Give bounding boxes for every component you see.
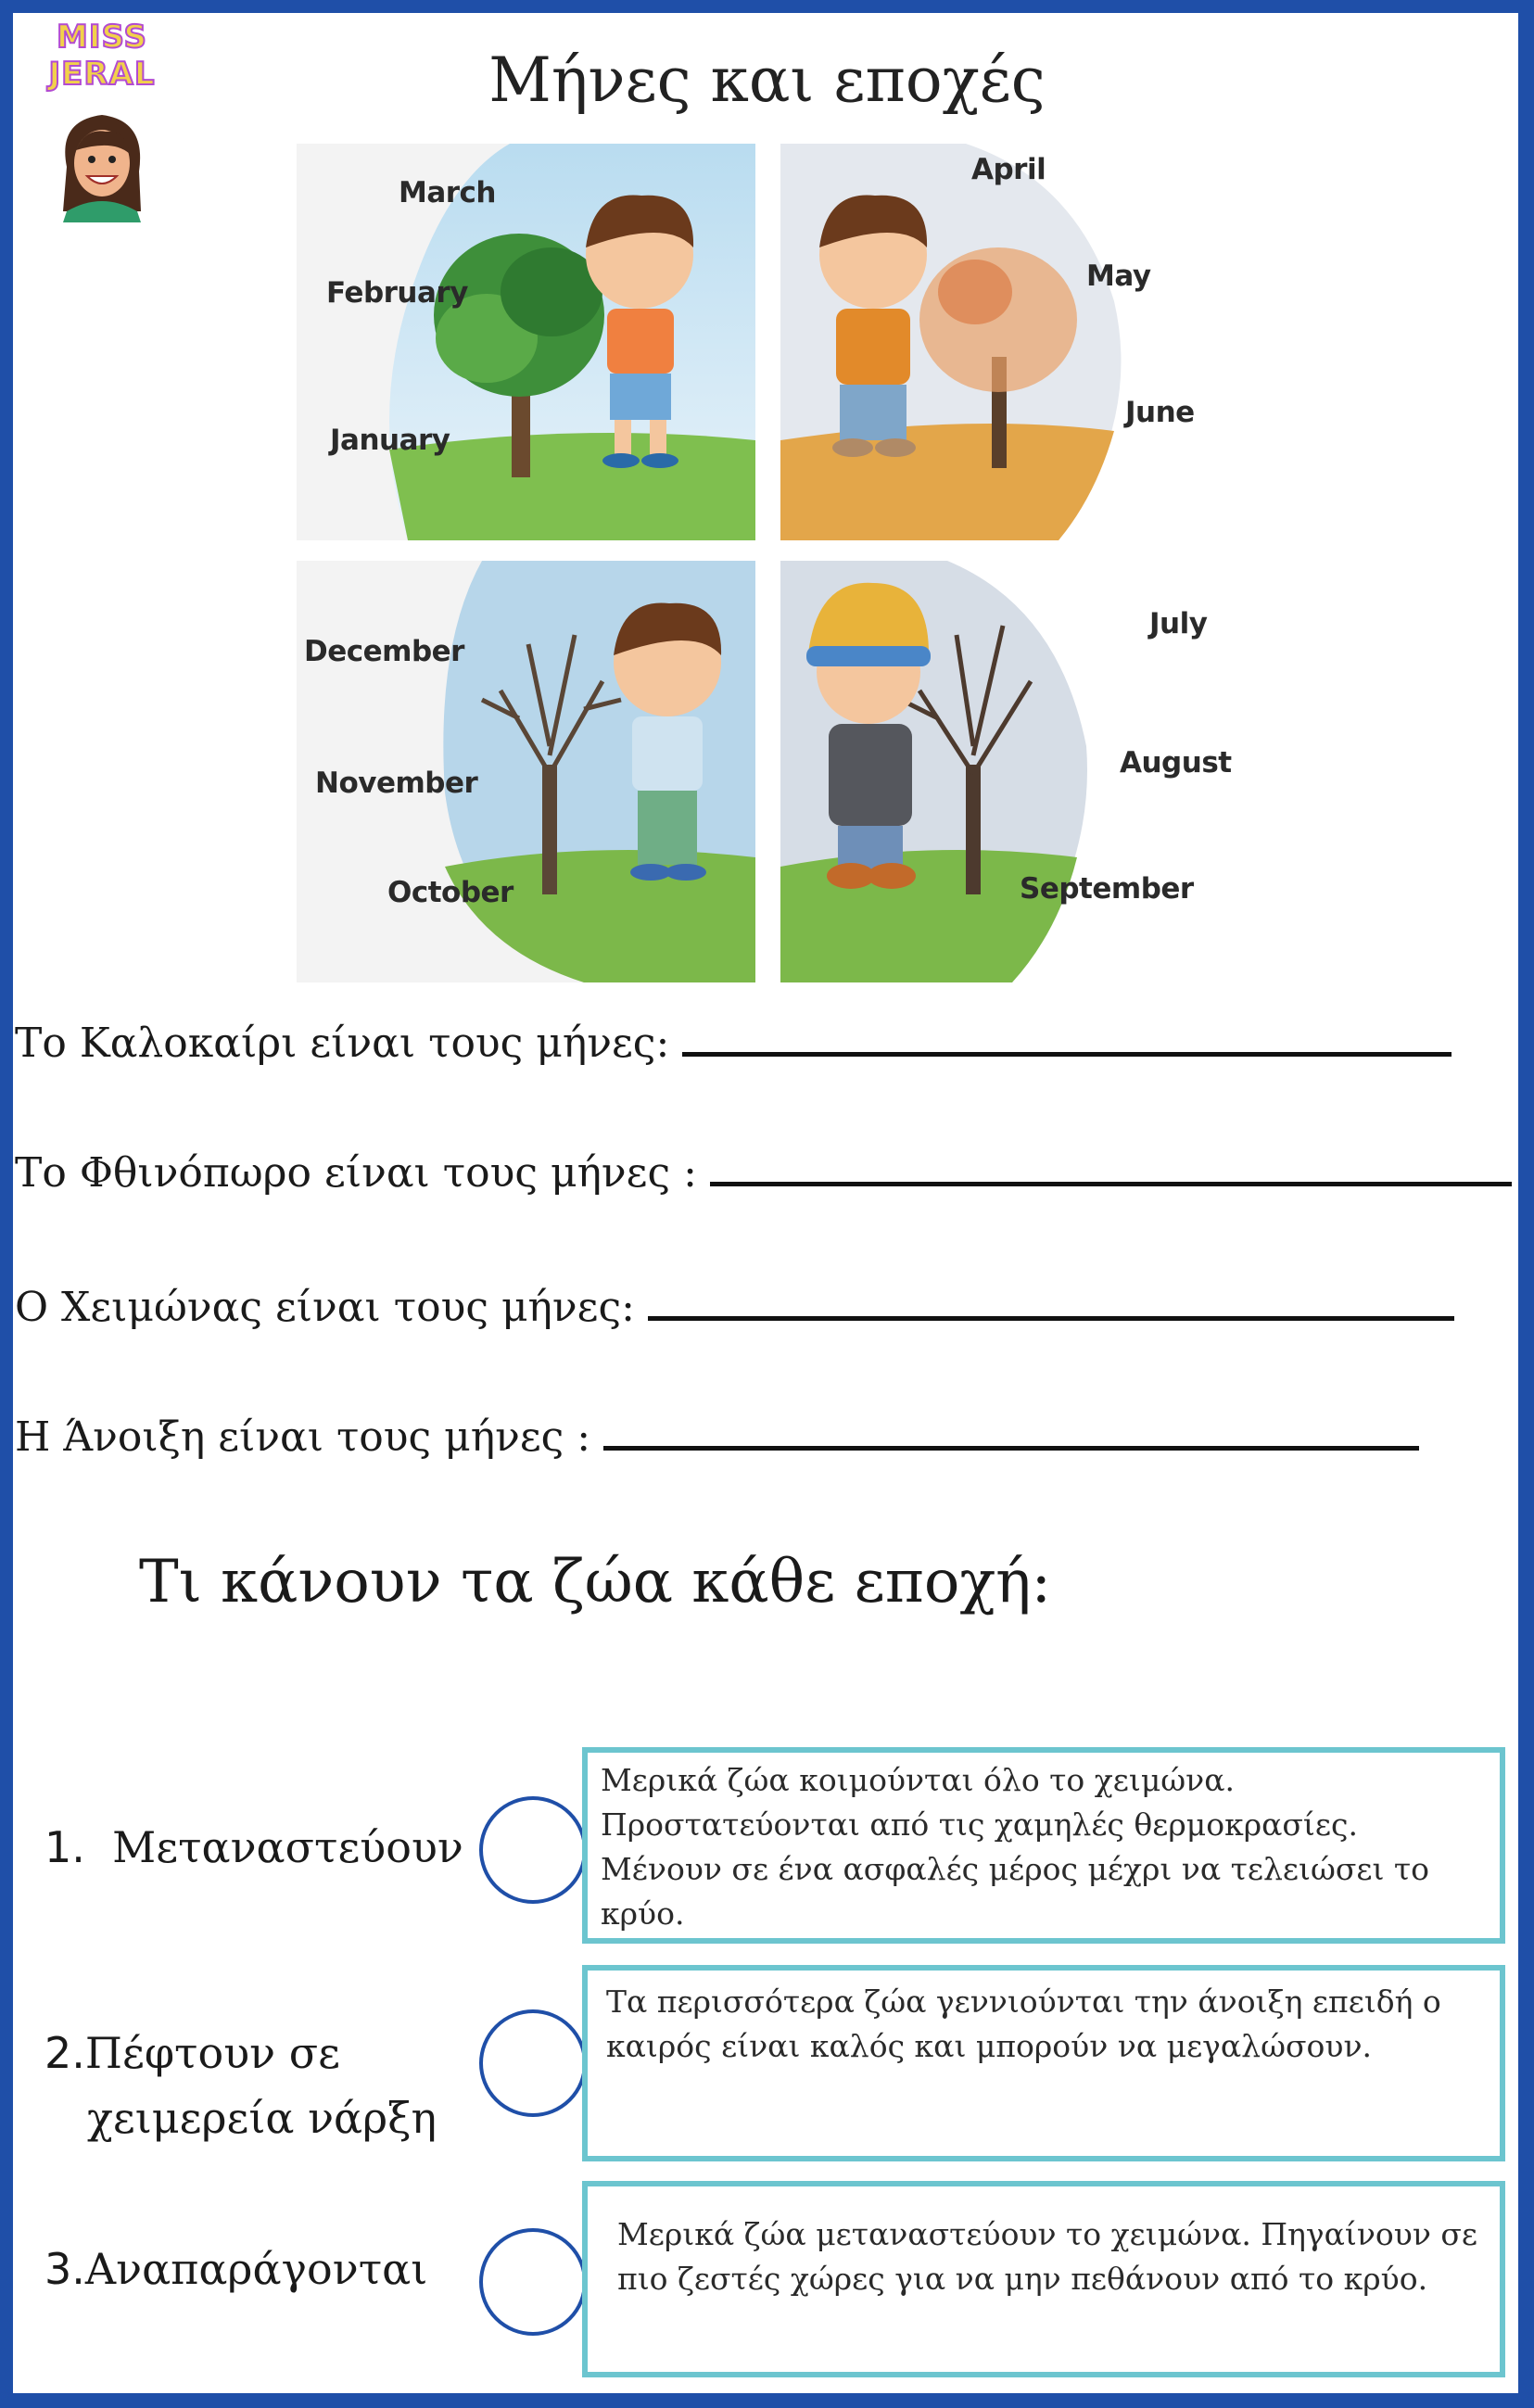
label-august: August <box>1120 746 1232 779</box>
match-circle-3[interactable] <box>479 2228 587 2336</box>
section-heading: Τι κάνουν τα ζώα κάθε εποχή: <box>139 1548 1052 1616</box>
match-circle-2[interactable] <box>479 2009 587 2117</box>
item-number: 3. <box>44 2244 85 2294</box>
answer-blank[interactable] <box>603 1437 1419 1451</box>
fill-line-label: Ο Χειμώνας είναι τους μήνες: <box>15 1284 635 1331</box>
fill-line-winter <box>15 1284 1454 1331</box>
description-box-1: Μερικά ζώα κοιμούνται όλο το χειμώνα. Προστατεύονται από τις χαμηλές θερμοκρασίες. Μένουν σε ένα ασφαλές μέρος μέχρι να τελειώσει το κρύο. <box>582 1747 1505 1944</box>
fill-line-spring <box>15 1413 1419 1461</box>
match-item-1 <box>44 1815 463 1880</box>
match-circle-1[interactable] <box>479 1796 587 1904</box>
page-title: Μήνες και εποχές <box>488 44 1046 116</box>
label-march: March <box>399 176 497 209</box>
quadrant-autumn-tree <box>780 144 1205 540</box>
quadrant-green-tree <box>297 144 755 540</box>
fill-line-label: Το Φθινόπωρο είναι τους μήνες : <box>15 1149 697 1197</box>
label-september: September <box>1020 872 1194 906</box>
answer-blank[interactable] <box>648 1307 1454 1321</box>
item-number: 2. <box>44 2028 85 2078</box>
match-item-3 <box>44 2237 427 2301</box>
label-may: May <box>1086 260 1151 293</box>
quadrant-bare-tree-winter <box>780 561 1232 982</box>
label-december: December <box>304 635 464 668</box>
fill-line-autumn <box>15 1149 1512 1197</box>
label-july: July <box>1149 607 1208 640</box>
item-text: Πέφτουν σε <box>84 2028 340 2078</box>
answer-blank[interactable] <box>682 1043 1452 1057</box>
logo-line1: MISS <box>57 19 147 56</box>
avatar-icon <box>48 102 156 222</box>
item-text-line2: χειμερεία νάρξη <box>87 2093 437 2143</box>
top-border <box>0 0 1534 9</box>
label-february: February <box>326 276 468 310</box>
label-june: June <box>1125 396 1195 429</box>
label-october: October <box>387 876 513 909</box>
match-item-2 <box>44 2021 437 2150</box>
item-text: Μεταναστεύουν <box>112 1822 463 1872</box>
fill-line-label: Το Καλοκαίρι είναι τους μήνες: <box>15 1020 670 1067</box>
label-january: January <box>330 424 450 457</box>
answer-blank[interactable] <box>710 1172 1512 1186</box>
quadrant-bare-tree-green <box>297 561 755 982</box>
fill-line-label: Η Άνοιξη είναι τους μήνες : <box>15 1413 591 1461</box>
item-text: Αναπαράγονται <box>84 2244 428 2294</box>
seasons-illustration <box>297 144 1232 982</box>
miss-jeral-logo <box>37 9 167 222</box>
description-box-3: Μερικά ζώα μεταναστεύουν το χειμώνα. Πηγαίνουν σε πιο ζεστές χώρες για να μην πεθάνουν από το κρύο. <box>582 2181 1505 2377</box>
item-number: 1. <box>44 1822 85 1872</box>
fill-line-summer <box>15 1020 1452 1067</box>
description-box-2: Τα περισσότερα ζώα γεννιούνται την άνοιξη επειδή ο καιρός είναι καλός και μπορούν να μεγαλώσουν. <box>582 1965 1505 2161</box>
logo-line2: JERAL <box>48 56 156 93</box>
label-november: November <box>315 767 478 800</box>
label-april: April <box>971 153 1046 186</box>
